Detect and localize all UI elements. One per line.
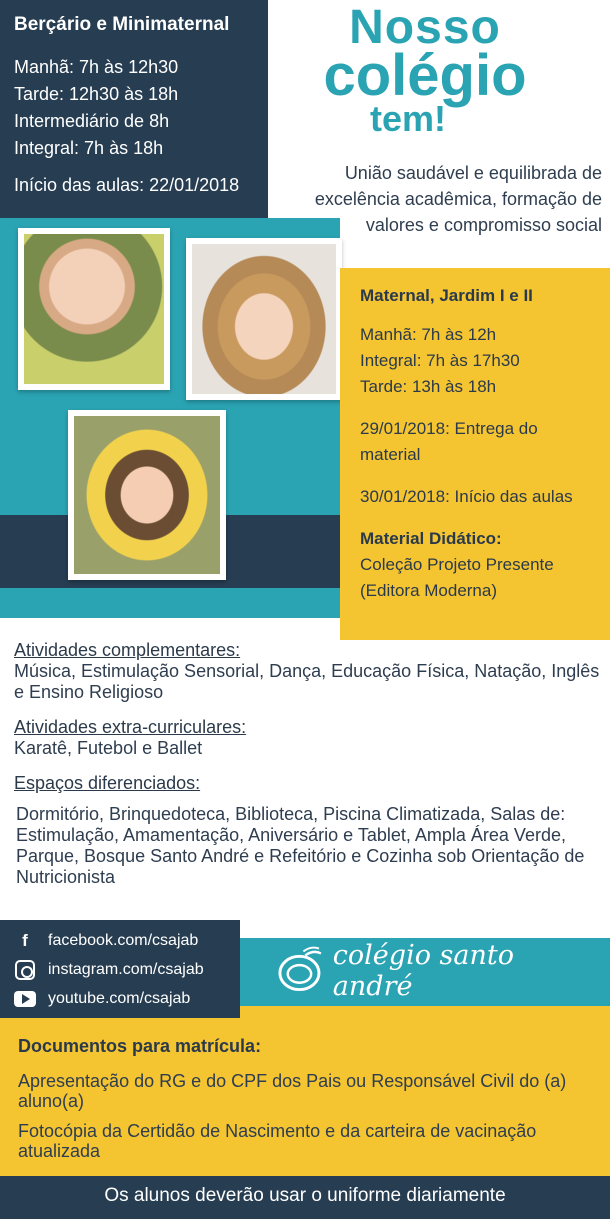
child-photo: [186, 238, 342, 400]
maternal-start: 30/01/2018: Início das aulas: [360, 487, 573, 506]
photo-image: [74, 416, 220, 574]
docs-line: Apresentação do RG e do CPF dos Pais ou Responsável Civil do (a) aluno(a): [18, 1071, 567, 1111]
facebook-icon: f: [22, 930, 28, 950]
school-name: colégio santo andré: [332, 940, 514, 1002]
activities-section: [14, 640, 604, 902]
instagram-link[interactable]: [14, 955, 226, 984]
facebook-text: facebook.com/csajab: [48, 931, 199, 949]
youtube-icon: [14, 991, 36, 1007]
bercario-line: Tarde: 12h30 às 18h: [14, 84, 179, 104]
footer-banner: Os alunos deverão usar o uniforme diariamente: [0, 1176, 610, 1219]
material-text: Coleção Projeto Presente (Editora Moderna): [360, 555, 554, 600]
headline-line3: tem!: [370, 98, 447, 139]
swirl-logo-icon: [276, 945, 327, 997]
maternal-line: Manhã: 7h às 12h: [360, 325, 497, 344]
complementary-text: Música, Estimulação Sensorial, Dança, Educação Física, Natação, Inglês e Ensino Religioso: [14, 661, 600, 702]
headline-line2: colégio: [323, 43, 527, 108]
photo-image: [192, 244, 336, 394]
bercario-start: Início das aulas: 22/01/2018: [14, 175, 240, 195]
youtube-link[interactable]: [14, 984, 226, 1013]
bercario-line: Integral: 7h às 18h: [14, 138, 164, 158]
documents-section: [0, 1006, 610, 1176]
youtube-text: youtube.com/csajab: [48, 989, 191, 1007]
school-logo: [276, 942, 596, 1000]
spaces-text: Dormitório, Brinquedoteca, Biblioteca, Piscina Climatizada, Salas de: Estimulação, Amamentação, Aniversário e Tablet, Ampla Área Verde, Parque, Bosque Santo André e Refeitório e Cozinha sob Orientação de Nutricionista: [16, 804, 585, 887]
bercario-line: Intermediário de 8h: [14, 111, 170, 131]
social-box: [0, 920, 240, 1018]
tagline: União saudável e equilibrada de excelência acadêmica, formação de valores e compromisso social: [314, 163, 602, 235]
maternal-delivery: 29/01/2018: Entrega do material: [360, 419, 538, 464]
bercario-title: Berçário e Minimaternal: [14, 14, 230, 35]
material-title: Material Didático:: [360, 529, 502, 548]
docs-line: Fotocópia da Certidão de Nascimento e da carteira de vacinação atualizada: [18, 1121, 537, 1161]
instagram-icon-wrap: [14, 960, 36, 980]
instagram-text: instagram.com/csajab: [48, 960, 204, 978]
bercario-line: Manhã: 7h às 12h30: [14, 57, 179, 77]
maternal-line: Integral: 7h às 17h30: [360, 351, 520, 370]
complementary-title: Atividades complementares:: [14, 640, 241, 660]
child-photo: [18, 228, 170, 390]
extra-text: Karatê, Futebol e Ballet: [14, 738, 203, 758]
youtube-icon-wrap: [14, 989, 36, 1009]
maternal-title: Maternal, Jardim I e II: [360, 286, 533, 305]
docs-title: Documentos para matrícula:: [18, 1036, 262, 1056]
bercario-panel: [0, 0, 268, 218]
maternal-panel: [340, 268, 610, 640]
headline: [300, 1, 550, 139]
extra-title: Atividades extra-curriculares:: [14, 717, 247, 737]
instagram-icon: [15, 960, 35, 980]
spaces-title: Espaços diferenciados:: [14, 773, 201, 793]
facebook-link[interactable]: [14, 926, 226, 955]
photo-image: [24, 234, 164, 384]
headline-line1: Nosso: [349, 1, 501, 54]
maternal-line: Tarde: 13h às 18h: [360, 377, 497, 396]
child-photo: [68, 410, 226, 580]
